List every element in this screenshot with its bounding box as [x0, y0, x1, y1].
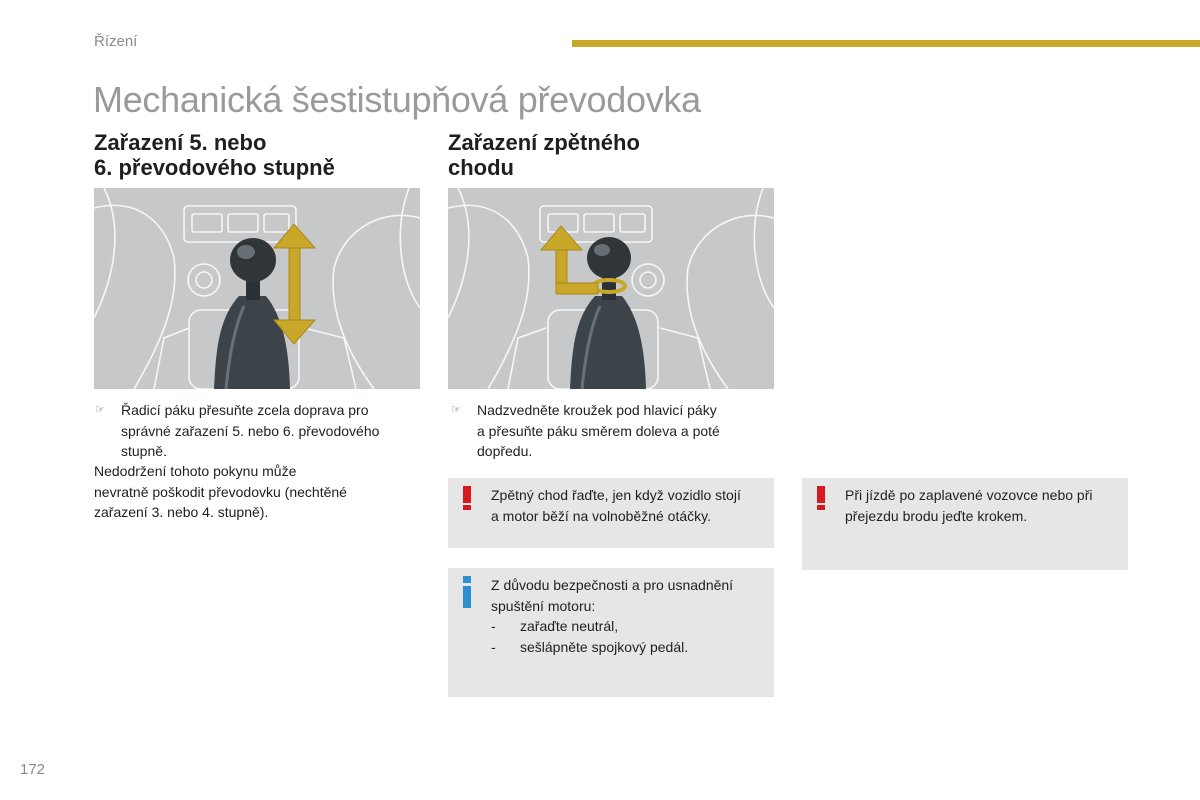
heading-line: Zařazení zpětného [448, 130, 640, 155]
instruction-line: a přesuňte páku směrem doleva a poté [477, 422, 720, 439]
dash-marker: - [491, 618, 496, 634]
info-list-item [491, 637, 764, 658]
caution-note [94, 461, 347, 523]
note-line: Nedodržení tohoto pokynu může [94, 463, 297, 479]
instruction-reverse-gear [451, 400, 720, 462]
info-line: Z důvodu bezpečnosti a pro usnadnění [491, 577, 734, 593]
note-line: nevratně poškodit převodovku (nechtěné [94, 483, 347, 500]
page-title: Mechanická šestistupňová převodovka [93, 79, 701, 120]
pointing-hand-icon: ☞ [451, 404, 461, 416]
heading-line: Zařazení 5. nebo [94, 130, 267, 155]
info-text [491, 575, 764, 657]
warning-text [491, 485, 764, 526]
warning-line: Zpětný chod řaďte, jen když vozidlo stojí [491, 487, 741, 503]
page-number: 172 [20, 761, 46, 778]
heading-line: chodu [448, 155, 514, 180]
warning-line: přejezdu brodu jeďte krokem. [845, 507, 1028, 524]
info-icon [460, 574, 474, 608]
info-line: spuštění motoru: [491, 597, 596, 614]
pointing-hand-icon: ☞ [95, 404, 105, 416]
dash-marker: - [491, 638, 496, 655]
heading-line: 6. převodového stupně [94, 155, 335, 180]
instruction-5th-6th-gear [95, 400, 380, 462]
warning-text [845, 485, 1118, 526]
instruction-line: stupně. [121, 443, 167, 459]
instruction-line: dopředu. [477, 443, 533, 459]
info-box-engine-start [448, 568, 774, 697]
warning-line: a motor běží na volnoběžné otáčky. [491, 507, 711, 524]
warning-exclamation-icon [460, 480, 474, 510]
note-line: zařazení 3. nebo 4. stupně). [94, 504, 269, 520]
section-label: Řízení [94, 33, 138, 50]
info-list-text: sešlápněte spojkový pedál. [520, 638, 689, 655]
instruction-line: Nadzvedněte kroužek pod hlavicí páky [477, 402, 717, 418]
gear-shift-illustration-reverse [448, 188, 774, 389]
warning-box-reverse [448, 478, 774, 548]
info-list-item [491, 616, 764, 637]
info-list-text: zařaďte neutrál, [520, 618, 619, 634]
gear-shift-up-down-arrow-icon [94, 188, 420, 389]
section-heading-5th-6th-gear [94, 130, 335, 180]
header-accent-rule [572, 40, 1200, 47]
warning-exclamation-icon [814, 480, 828, 510]
instruction-line: správné zařazení 5. nebo 6. převodového [121, 422, 380, 439]
instruction-line: Řadicí páku přesuňte zcela doprava pro [121, 402, 369, 418]
section-heading-reverse-gear [448, 130, 640, 180]
warning-box-flooded-road [802, 478, 1128, 570]
gear-shift-reverse-arrow-icon [448, 188, 774, 389]
gear-shift-illustration-5th-6th [94, 188, 420, 389]
warning-line: Při jízdě po zaplavené vozovce nebo při [845, 487, 1093, 503]
